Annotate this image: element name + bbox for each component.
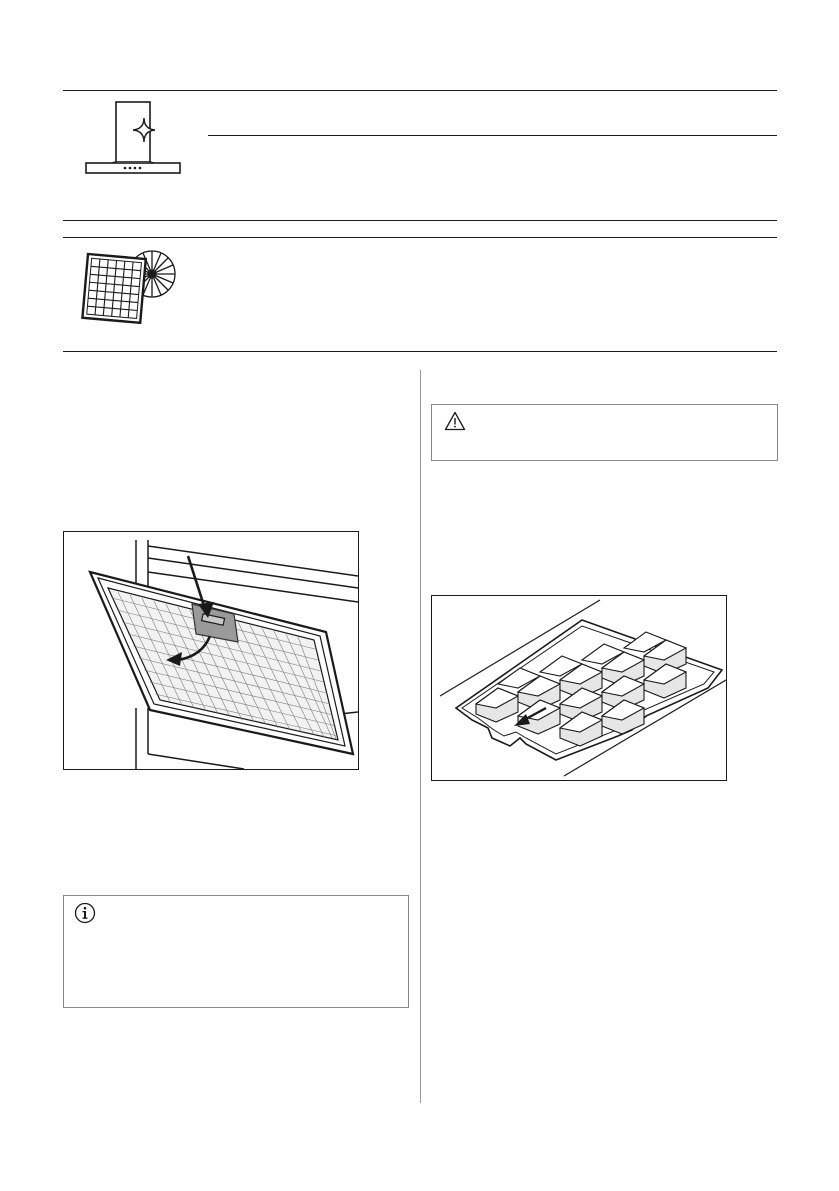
cooker-hood-clean-icon — [84, 100, 182, 176]
charcoal-filter-illustration — [431, 595, 727, 781]
warning-triangle-icon — [444, 411, 466, 431]
section-rule-1 — [63, 220, 777, 221]
info-icon — [74, 902, 96, 924]
section-rule-3 — [63, 351, 777, 352]
top-rule — [63, 90, 777, 91]
grease-and-charcoal-filter-icon — [80, 244, 180, 328]
subheading-rule — [208, 135, 777, 136]
grease-filter-removal-illustration — [63, 531, 359, 770]
warning-box — [431, 404, 778, 461]
section-rule-2 — [63, 237, 777, 238]
info-box — [63, 895, 409, 1008]
column-divider — [420, 370, 421, 1103]
